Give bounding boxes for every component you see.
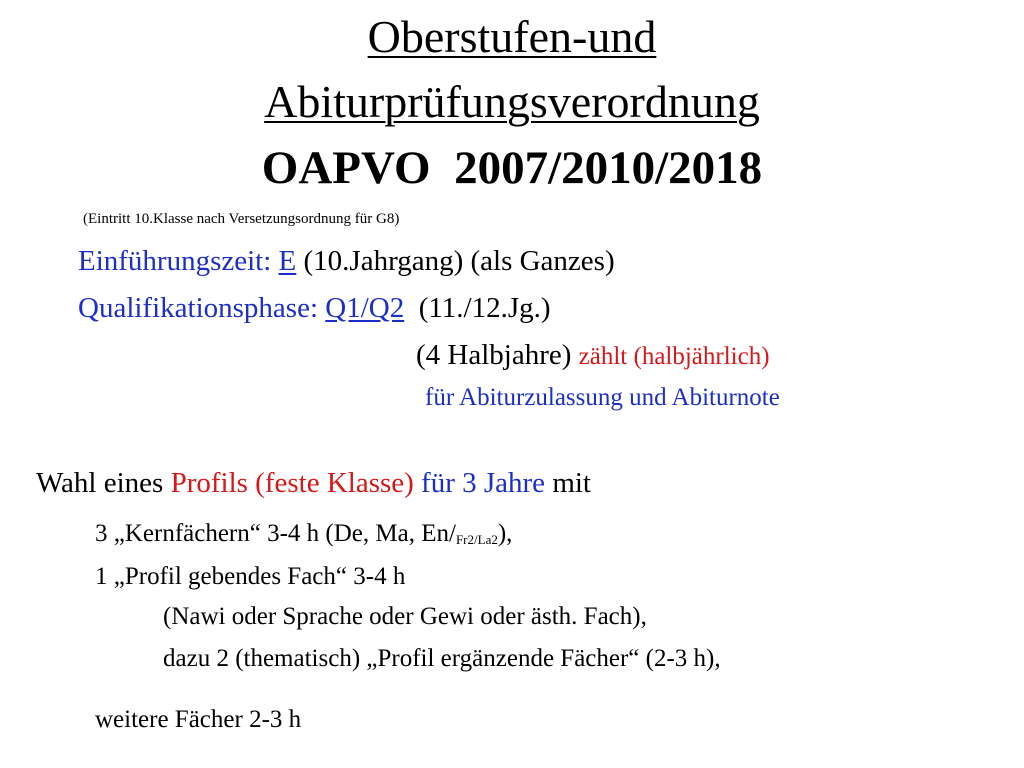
g8-note: (Eintritt 10.Klasse nach Versetzungsordnung für G8) [83,211,400,227]
qualifikationsphase-label: Qualifikationsphase: [78,292,326,324]
profil-fach-detail: (Nawi oder Sprache oder Gewi oder ästh. Fach), [163,603,647,630]
wahl-part3: mit [545,467,591,499]
wahl-part1: Wahl eines [36,467,171,499]
halbjahre-line [416,339,770,372]
qualifikationsphase-rest: (11./12.Jg.) [404,292,551,324]
halbjahre-counts: zählt (halbjährlich) [578,343,770,370]
weitere-faecher-line: weitere Fächer 2-3 h [95,706,302,733]
wahl-part2: für 3 Jahre [413,467,546,499]
einfuehrungszeit-line [78,245,615,278]
title-line-3: OAPVO 2007/2010/2018 [261,142,763,194]
wahl-line [36,467,591,500]
abitur-zulassung-line: für Abiturzulassung und Abiturnote [425,384,780,411]
einfuehrungszeit-code: E [278,245,297,277]
title-text-1: Oberstufen-und [367,11,657,62]
profil-fach-line: 1 „Profil gebendes Fach“ 3-4 h [95,563,406,590]
kernfaecher-line [95,520,512,548]
title-line-2 [0,76,1024,127]
qualifikationsphase-line [78,292,551,325]
kernfaecher-prefix: 3 „Kernfächern“ 3-4 h (De, Ma, En/ [95,520,456,547]
qualifikationsphase-code: Q1/Q2 [325,292,405,324]
title-text-2: Abiturprüfungsverordnung [264,76,760,127]
einfuehrungszeit-label: Einführungszeit: [78,245,279,277]
profil-ergaenzend-line: dazu 2 (thematisch) „Profil ergänzende Fächer“ (2-3 h), [163,645,721,672]
halbjahre-prefix: (4 Halbjahre) [416,339,579,371]
kernfaecher-suffix: ), [497,520,513,547]
wahl-profils: Profils (feste Klasse) [170,467,414,499]
einfuehrungszeit-rest: (10.Jahrgang) (als Ganzes) [296,245,615,277]
title-line-1 [0,11,1024,62]
kernfaecher-sub: Fr2/La2 [455,532,498,547]
